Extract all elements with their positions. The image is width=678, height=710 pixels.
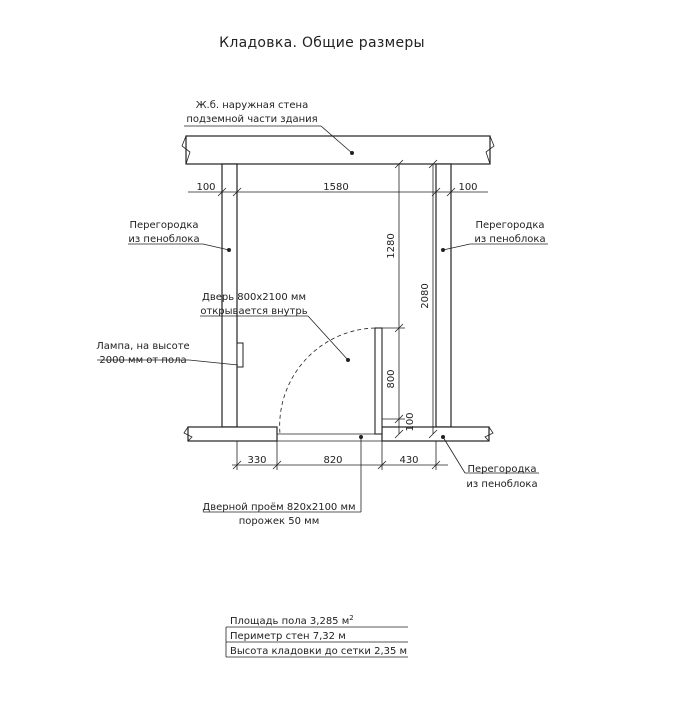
dim-left-wall: 100	[196, 182, 216, 193]
partition-left-label-1: Перегородка	[129, 220, 199, 231]
doorway-label-1: Дверной проём 820х2100 мм	[202, 502, 356, 513]
doorway-label-2: порожек 50 мм	[238, 516, 320, 527]
outer-wall-label-2: подземной части здания	[186, 114, 318, 125]
partition-left-label-2: из пеноблока	[128, 234, 200, 245]
page-title: Кладовка. Общие размеры	[219, 35, 425, 51]
lamp-label-1: Лампа, на высоте	[96, 341, 190, 352]
partition-right-label-2: из пеноблока	[474, 234, 546, 245]
dim-bottom-right: 430	[399, 455, 419, 466]
dim-right-wall: 100	[458, 182, 478, 193]
right-partition	[436, 164, 451, 427]
dim-bottom-door: 820	[323, 455, 343, 466]
partition-bottom-label-1: Перегородка	[467, 464, 537, 475]
door-threshold	[277, 434, 382, 441]
partition-right-label-1: Перегородка	[475, 220, 545, 231]
table-row-area: Площадь пола 3,285 $м^2$	[230, 614, 354, 627]
dim-depth-upper: 1280	[386, 233, 397, 259]
dim-depth-total: 2080	[420, 283, 431, 309]
partition-bottom-label-2: из пеноблока	[466, 479, 538, 490]
leader-partition-left	[128, 244, 231, 252]
outer-wall	[182, 136, 494, 164]
door-leaf	[375, 328, 382, 434]
dim-bottom-gap: 100	[405, 412, 416, 432]
outer-wall-label-1: Ж.б. наружная стена	[195, 100, 309, 111]
leader-doorway	[203, 435, 363, 512]
lamp	[237, 343, 243, 367]
bottom-partition-left	[184, 427, 277, 441]
dim-door-length: 800	[386, 369, 397, 389]
leader-partition-right	[441, 244, 548, 252]
table-row-perimeter: Периметр стен 7,32 м	[230, 631, 346, 642]
table-row-height: Высота кладовки до сетки 2,35 м	[230, 646, 408, 657]
dim-width: 1580	[323, 182, 349, 193]
door-swing-arc	[280, 328, 375, 434]
door-label-1: Дверь 800х2100 мм	[202, 292, 306, 303]
door-label-2: открывается внутрь	[200, 306, 308, 317]
dim-bottom-left: 330	[247, 455, 267, 466]
dimension-vertical-inner	[380, 160, 405, 438]
lamp-label-2: 2000 мм от пола	[99, 355, 187, 366]
